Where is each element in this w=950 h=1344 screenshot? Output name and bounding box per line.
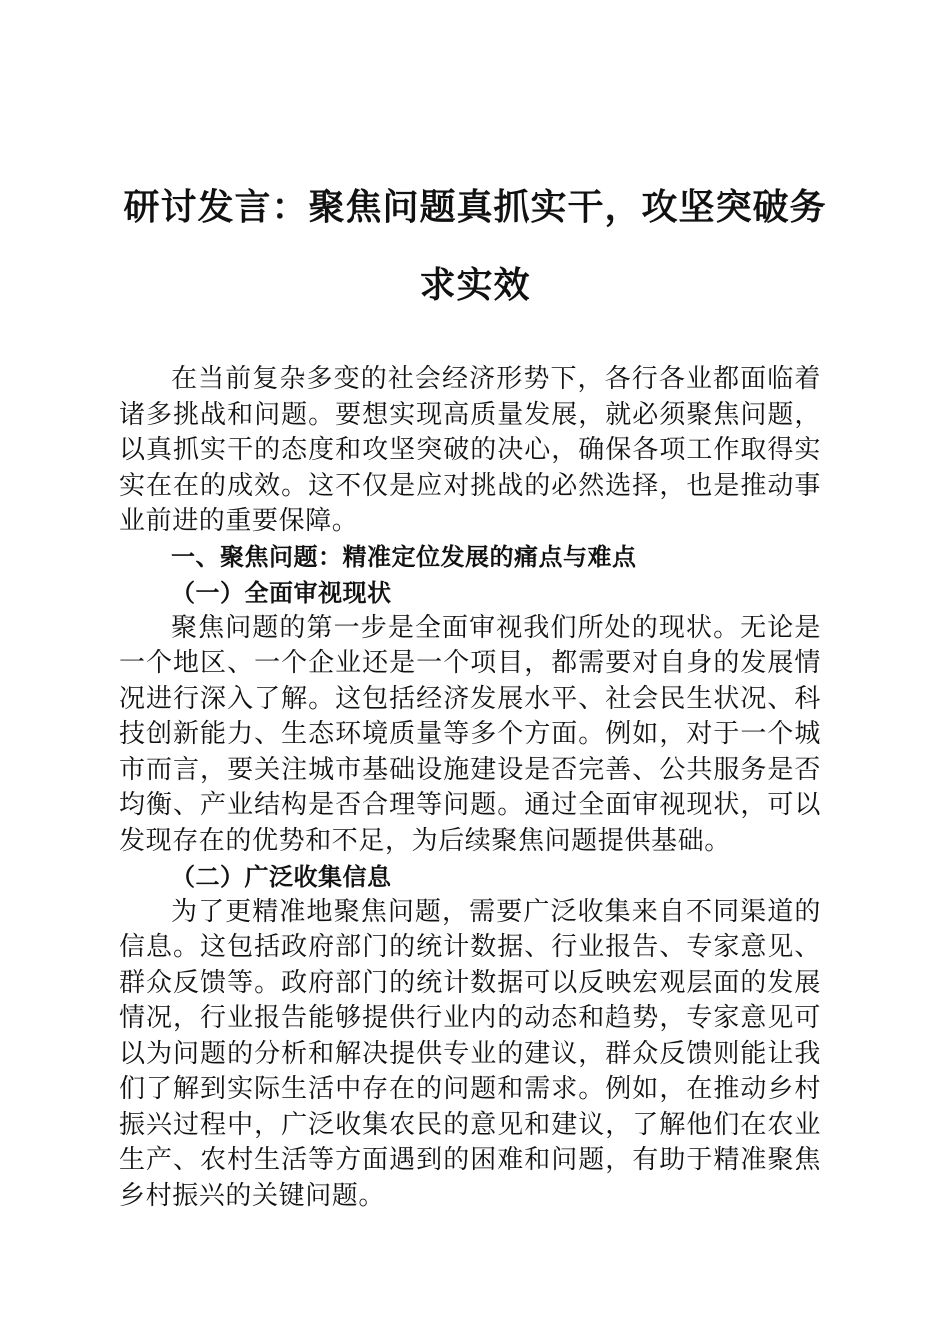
- section-heading-1: 一、聚焦问题：精准定位发展的痛点与难点: [171, 542, 637, 571]
- subsection-heading-2: （二）广泛收集信息: [171, 862, 392, 891]
- subsection-paragraph-1: 聚焦问题的第一步是全面审视我们所处的现状。无论是一个地区、一个企业还是一个项目，都需要对自身的发展情况进行深入了解。这包括经济发展水平、社会民生状况、科技创新能力、生态环境质量等多个方面。例如，对于一个城市而言，要关注城市基础设施建设是否完善、公共服务是否均衡、产业结构是否合理等问题。通过全面审视现状，可以发现存在的优势和不足，为后续聚焦问题提供基础。: [119, 612, 821, 856]
- document-body: [119, 362, 821, 1214]
- subsection-heading-1: （一）全面审视现状: [171, 578, 392, 607]
- intro-paragraph: 在当前复杂多变的社会经济形势下，各行各业都面临着诸多挑战和问题。要想实现高质量发展，就必须聚焦问题，以真抓实干的态度和攻坚突破的决心，确保各项工作取得实实在在的成效。这不仅是应对挑战的必然选择，也是推动事业前进的重要保障。: [119, 364, 821, 536]
- document-title: 研讨发言：聚焦问题真抓实干，攻坚突破务求实效: [123, 186, 827, 306]
- subsection-paragraph-2: 为了更精准地聚焦问题，需要广泛收集来自不同渠道的信息。这包括政府部门的统计数据、行业报告、专家意见、群众反馈等。政府部门的统计数据可以反映宏观层面的发展情况，行业报告能够提供行业内的动态和趋势，专家意见可以为问题的分析和解决提供专业的建议，群众反馈则能让我们了解到实际生活中存在的问题和需求。例如，在推动乡村振兴过程中，广泛收集农民的意见和建议，了解他们在农业生产、农村生活等方面遇到的困难和问题，有助于精准聚焦乡村振兴的关键问题。: [119, 896, 821, 1211]
